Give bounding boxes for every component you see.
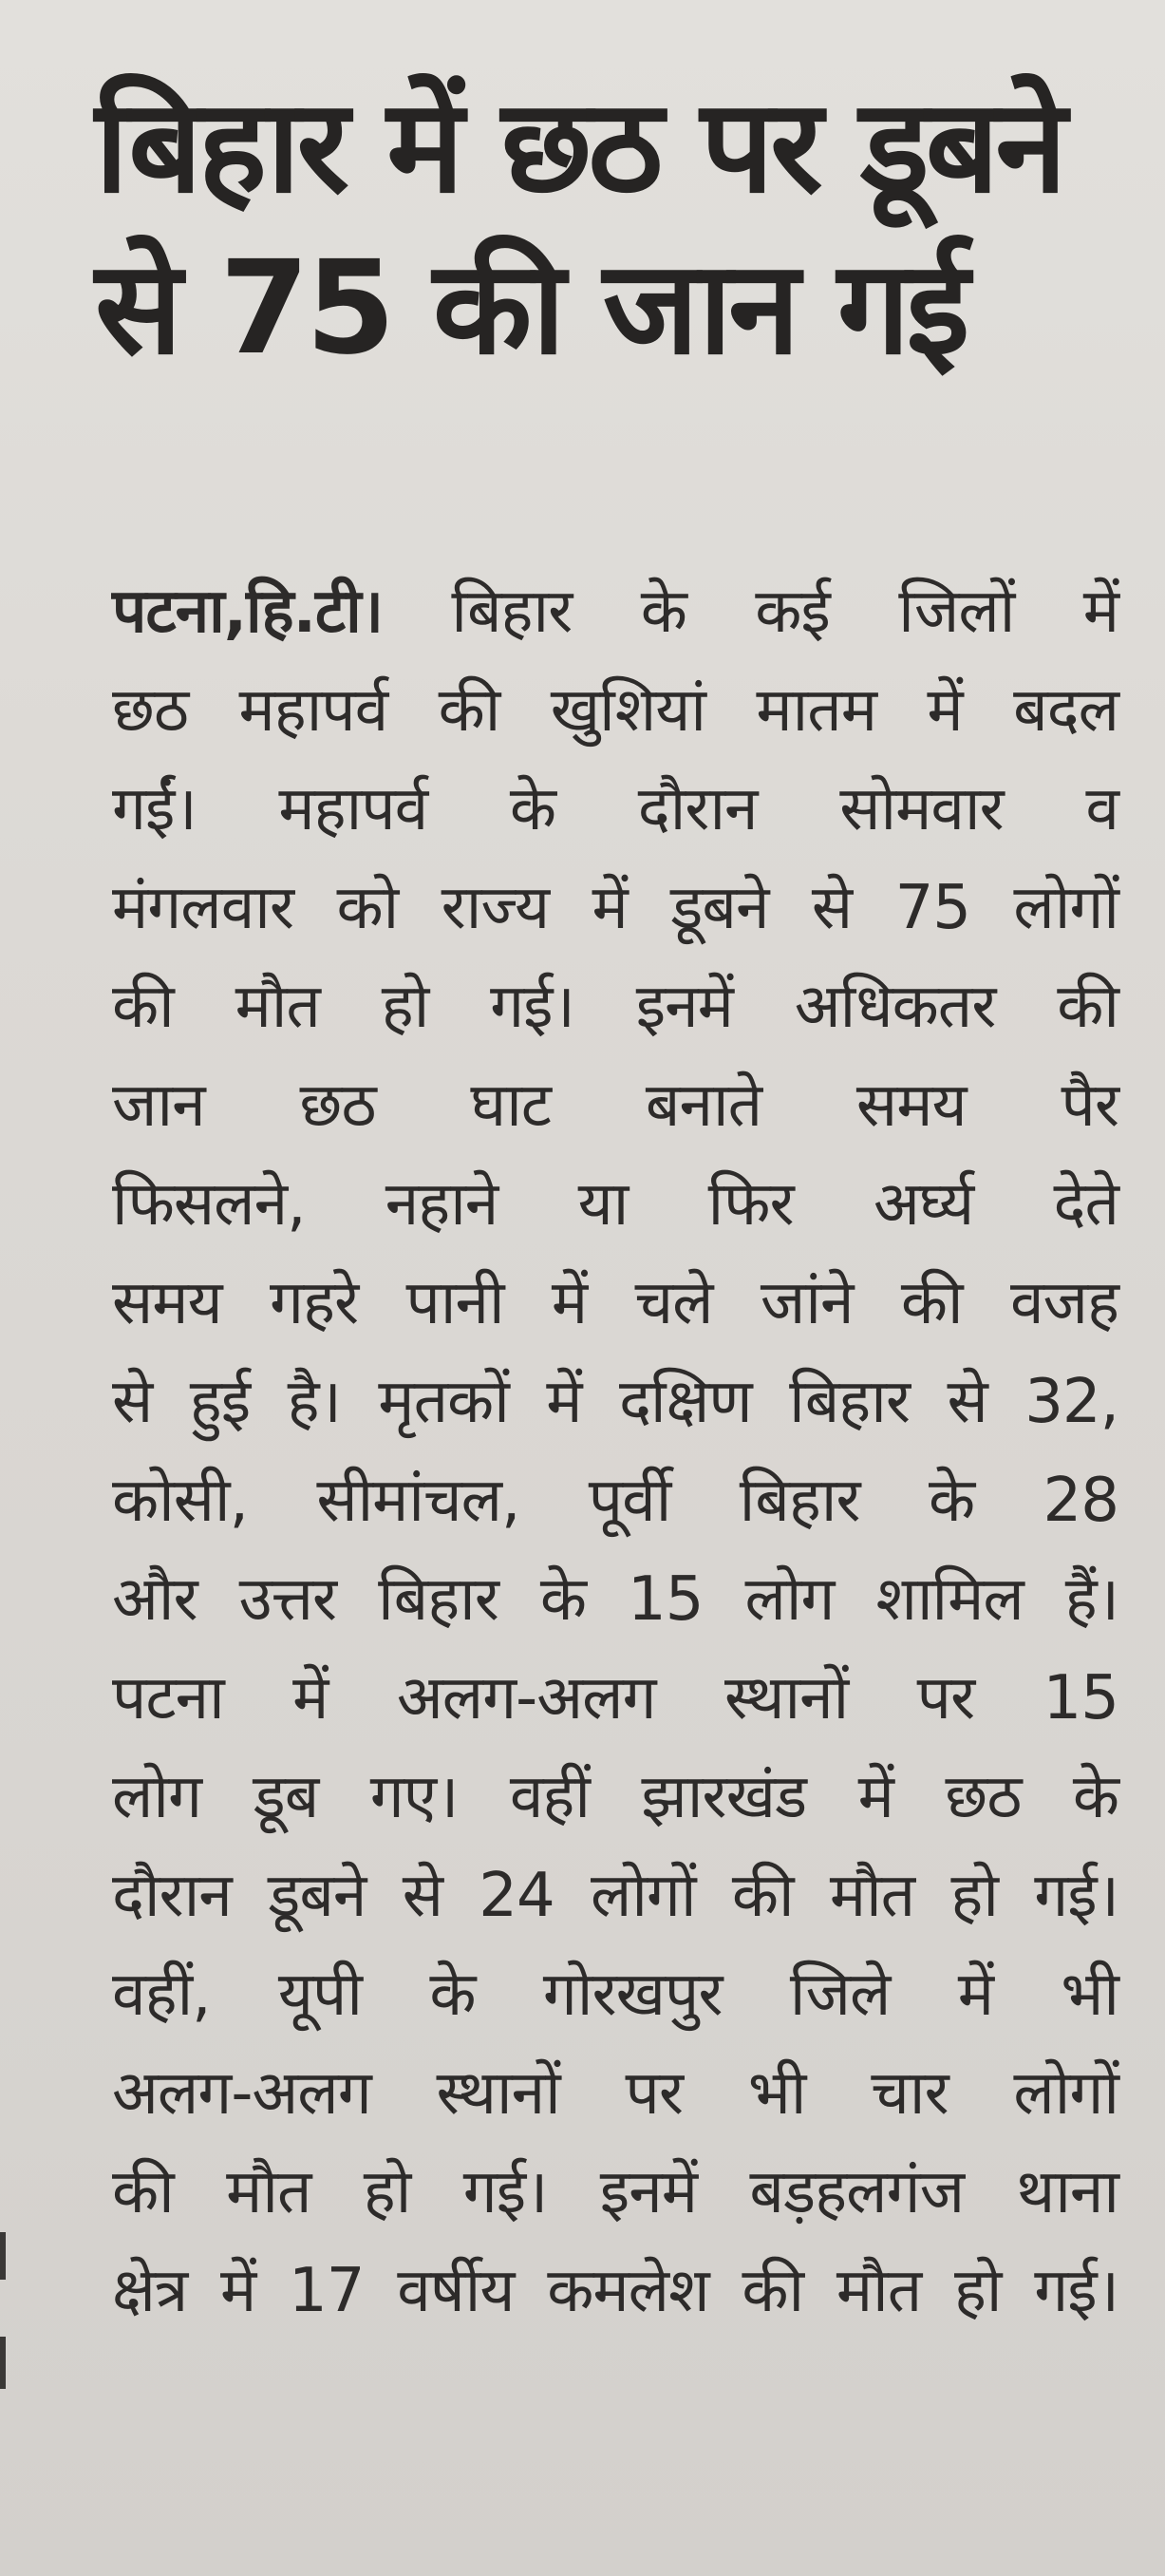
article-line: फिसलने, नहाने या फिर अर्घ्य देते <box>112 1169 1118 1240</box>
article-line: की मौत हो गई। इनमें अधिकतर की <box>112 972 1118 1042</box>
article-line: से हुई है। मृतकों में दक्षिण बिहार से 32, <box>112 1367 1118 1437</box>
article-line: समय गहरे पानी में चले जांने की वजह <box>112 1268 1118 1338</box>
article-line: दौरान डूबने से 24 लोगों की मौत हो गई। <box>112 1861 1118 1931</box>
margin-tick-mark <box>0 2337 6 2389</box>
headline <box>95 66 1149 389</box>
article-body <box>112 562 1118 2340</box>
article-line: और उत्तर बिहार के 15 लोग शामिल हैं। <box>112 1564 1118 1635</box>
article-line: कोसी, सीमांचल, पूर्वी बिहार के 28 <box>112 1466 1118 1536</box>
dateline: पटना,हि.टी। <box>112 577 383 647</box>
article-line: जान छठ घाट बनाते समय पैर <box>112 1070 1118 1141</box>
article-line: की मौत हो गई। इनमें बड़हलगंज थाना <box>112 2157 1118 2227</box>
headline-line-1: बिहार में छठ पर डूबने <box>95 72 1063 222</box>
article-line-text: बिहार के कई जिलों में <box>451 577 1119 647</box>
article-line: गईं। महापर्व के दौरान सोमवार व <box>112 774 1118 844</box>
article-line: लोग डूब गए। वहीं झारखंड में छठ के <box>112 1762 1118 1832</box>
article-line: पटना में अलग-अलग स्थानों पर 15 <box>112 1663 1118 1733</box>
margin-tick-mark <box>0 2232 6 2280</box>
article-line <box>112 562 1118 661</box>
article-line: क्षेत्र में 17 वर्षीय कमलेश की मौत हो गई। <box>112 2256 1118 2326</box>
article-line: अलग-अलग स्थानों पर भी चार लोगों <box>112 2058 1118 2129</box>
article-line: छठ महापर्व की खुशियां मातम में बदल <box>112 675 1118 746</box>
article-line: वहीं, यूपी के गोरखपुर जिले में भी <box>112 1960 1118 2030</box>
headline-line-2: से 75 की जान गई <box>95 234 967 384</box>
article-line: मंगलवार को राज्य में डूबने से 75 लोगों <box>112 873 1118 943</box>
